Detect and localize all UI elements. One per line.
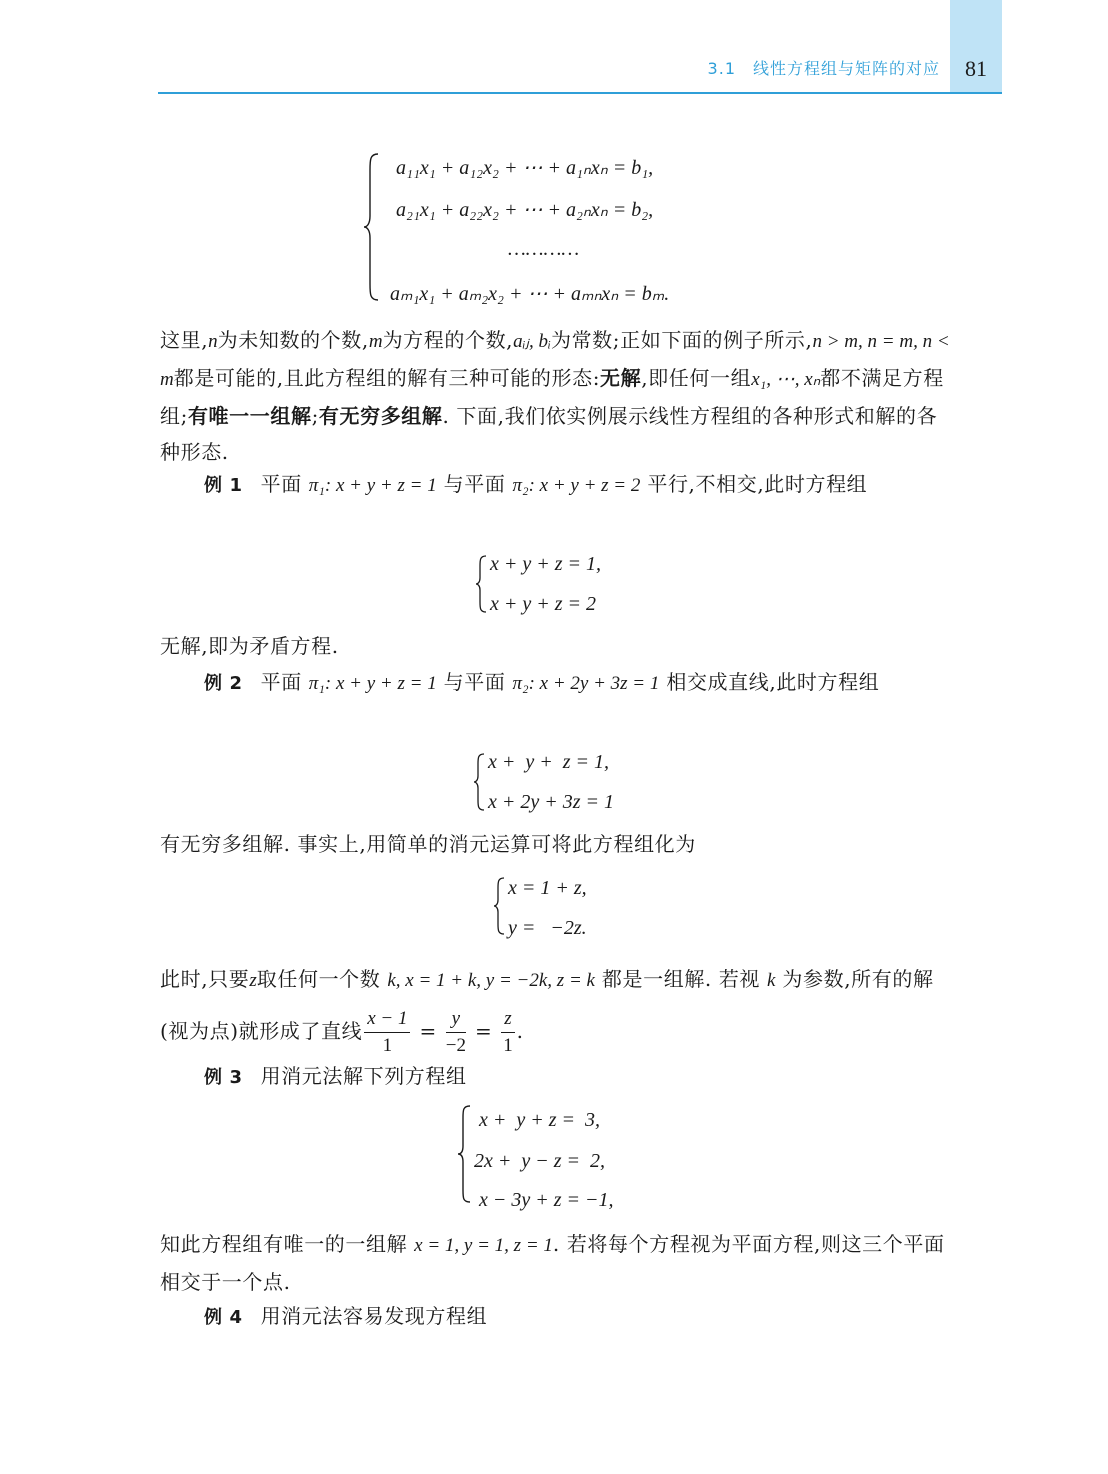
example-3-conclusion: 知此方程组有唯一的一组解 x = 1, y = 1, z = 1. 若将每个方程视为平面方程,则这三个平面相交于一个点. (160, 1232, 945, 1294)
system-brace (362, 152, 382, 302)
example-2-solution-text: 此时,只要z取任何一个数 k, x = 1 + k, y = −2k, z = k 都是一组解. 若视 k 为参数,所有的解(视为点)就形成了直线 $\frac{x - 1}{1}$ = $\frac{y}{-2}$ = $\frac{z}{1}$ . (160, 954, 950, 1059)
example-3-text: 例 3 用消元法解下列方程组 (204, 1064, 467, 1088)
example-2-reduced-brace (492, 876, 506, 936)
running-header-section: 3.1 线性方程组与矩阵的对应 (707, 59, 940, 78)
general-system-row-ellipsis: ………… (508, 238, 580, 260)
example-2-label: 例 2 (204, 673, 243, 694)
example-1-eq-1: x + y + z = 1, (490, 553, 602, 575)
example-2-eq-2: x + 2y + 3z = 1 (488, 791, 615, 813)
line-fraction-z: $\frac{z}{1}$ (503, 1008, 513, 1056)
general-system-row-m: aₘ₁x₁ + aₘ₂x₂ + ⋯ + aₘₙxₙ = bₘ. (390, 283, 670, 305)
example-4-label: 例 4 (204, 1307, 243, 1328)
intro-paragraph: 这里,n为未知数的个数,m为方程的个数,aᵢⱼ, bᵢ为常数;正如下面的例子所示,n > m, n = m, n < m都是可能的,且此方程组的解有三种可能的形态:无解,即任何一组x₁, ⋯, xₙ都不满足方程组;有唯一一组解;有无穷多组解. 下面,我们依实例展示线性方程组的各种形式和解的各种形态. (160, 328, 950, 464)
example-1-brace (474, 554, 488, 614)
example-3-eq-2: 2x + y − z = 2, (474, 1150, 606, 1172)
general-system-row-1: a₁₁x₁ + a₁₂x₂ + ⋯ + a₁ₙxₙ = b₁, (396, 157, 654, 179)
example-2-infinite-solutions: 有无穷多组解. 事实上,用简单的消元运算可将此方程组化为 (160, 832, 696, 856)
example-1-conclusion: 无解,即为矛盾方程. (160, 634, 339, 658)
page-number: 81 (965, 56, 987, 81)
general-system-row-2: a₂₁x₁ + a₂₂x₂ + ⋯ + a₂ₙxₙ = b₂, (396, 199, 654, 221)
example-3-label: 例 3 (204, 1067, 243, 1088)
example-3-eq-3: x − 3y + z = −1, (474, 1189, 614, 1211)
header-rule (158, 92, 1002, 94)
example-1-eq-2: x + y + z = 2 (490, 593, 597, 615)
example-1-text: 例 1 平面 π₁: x + y + z = 1 与平面 π₂: x + y + z = 2 平行,不相交,此时方程组 (204, 472, 868, 496)
example-2-reduced-eq-2: y = −2z. (508, 917, 587, 939)
example-2-brace (472, 752, 486, 812)
example-1-label: 例 1 (204, 475, 243, 496)
example-3-eq-1: x + y + z = 3, (474, 1109, 601, 1131)
example-3-brace (456, 1104, 472, 1204)
line-fraction-x: $\frac{x - 1}{1}$ (364, 1006, 410, 1059)
example-4-text: 例 4 用消元法容易发现方程组 (204, 1304, 488, 1328)
line-fraction-y: $\frac{y}{-2}$ (445, 1008, 466, 1056)
example-2-text: 例 2 平面 π₁: x + y + z = 1 与平面 π₂: x + 2y + 3z = 1 相交成直线,此时方程组 (204, 670, 880, 694)
example-2-reduced-eq-1: x = 1 + z, (508, 877, 587, 899)
example-2-eq-1: x + y + z = 1, (488, 751, 610, 773)
